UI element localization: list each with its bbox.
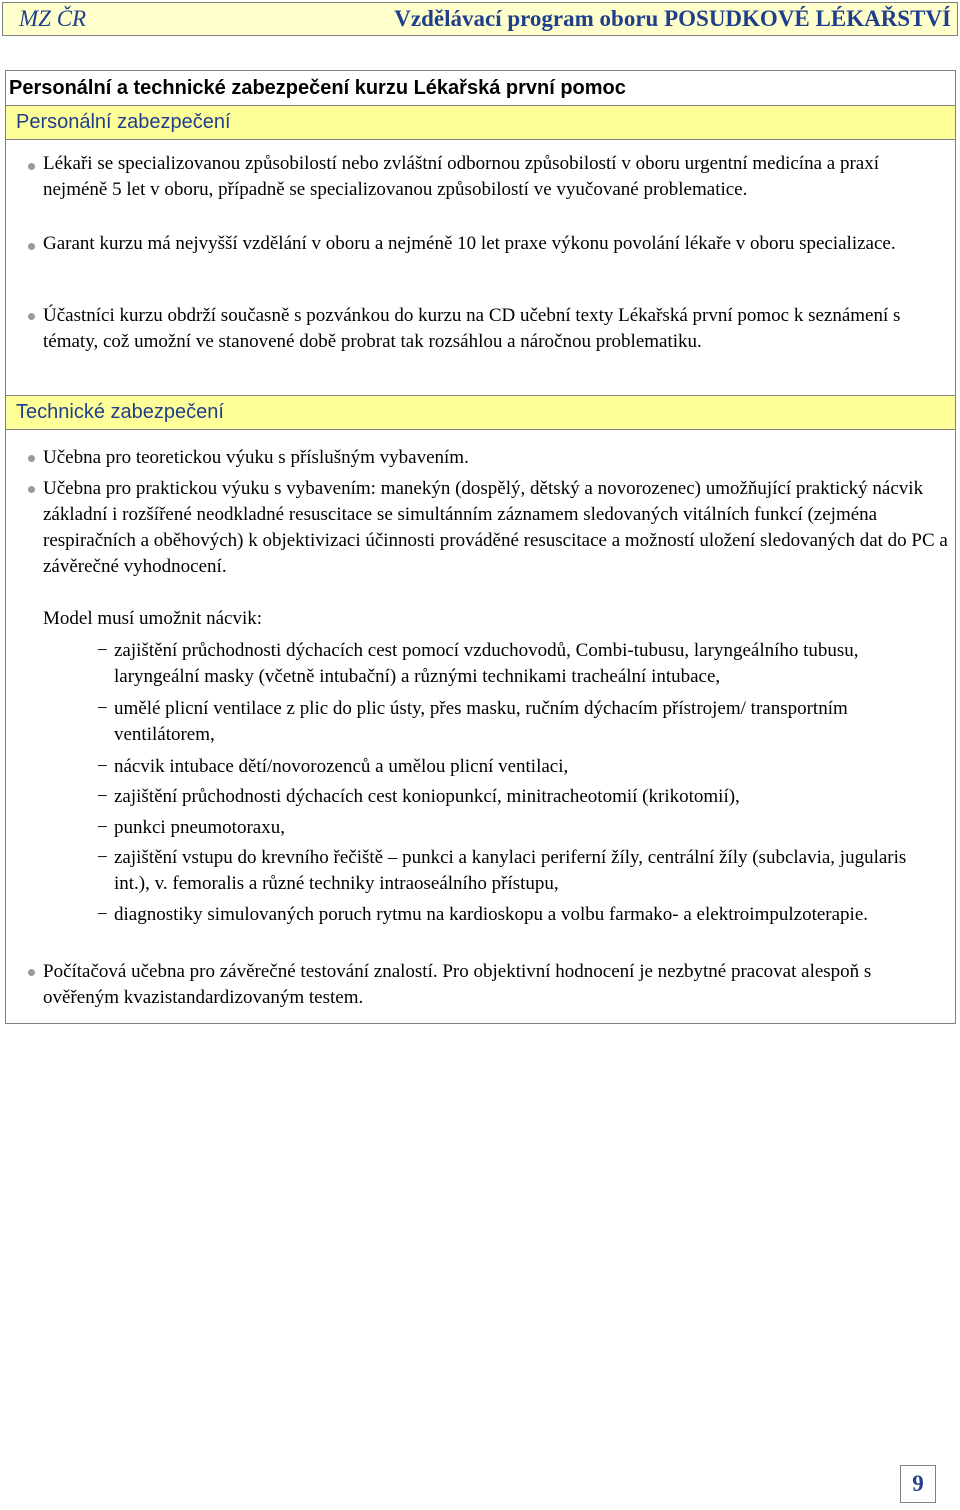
list-item: Garant kurzu má nejvyšší vzdělání v oboru a nejméně 10 let praxe výkonu povolání lékaře v oboru specializace. [43,233,896,254]
dash-icon: − [97,756,108,777]
sub-item: diagnostiky simulovaných poruch rytmu na kardioskopu a volbu farmako- a elektroimpulzoterapie. [114,904,868,925]
list-item: Lékaři se specializovanou způsobilostí nebo zvláštní odbornou způsobilostí v oboru urgentní medicína a praxí nejméně 5 let v oboru, případně se specializovanou způsobilostí ve vyučované problematice. [43,153,879,200]
bullet-icon [28,486,35,493]
section-title: Personální a technické zabezpečení kurzu Lékařská první pomoc [9,77,626,99]
bullet-icon [28,455,35,462]
list-item: Účastníci kurzu obdrží současně s pozvánkou do kurzu na CD učební texty Lékařská první pomoc k seznámení s tématy, což umožní ve stanovené době probrat tak rozsáhlou a náročnou problematiku. [43,305,901,352]
page-header [2,2,958,36]
dash-icon: − [97,640,108,661]
sub-item: zajištění vstupu do krevního řečiště – punkci a kanylaci periferní žíly, centrální žíly (subclavia, jugularis int.), v. femoralis a různé techniky intraoseálního přístupu, [114,847,907,894]
personal-heading: Personální zabezpečení [6,105,955,140]
list-item: Učebna pro teoretickou výuku s příslušným vybavením. [43,447,469,468]
header-left: MZ ČR [19,6,87,31]
header-title: Vzdělávací program oboru POSUDKOVÉ LÉKAŘSTVÍ [394,6,951,31]
dash-icon: − [97,817,108,838]
page-number: 9 [900,1465,936,1503]
bullet-icon [28,163,35,170]
dash-icon: − [97,786,108,807]
sub-item: punkci pneumotoraxu, [114,817,285,838]
bullet-icon [28,243,35,250]
model-intro: Model musí umožnit nácvik: [43,608,263,629]
bullet-icon [28,969,35,976]
bullet-icon [28,313,35,320]
dash-icon: − [97,904,108,925]
list-item: Učebna pro praktickou výuku s vybavením: manekýn (dospělý, dětský a novorozenec) umožňující praktický nácvik základní i rozšířené neodkladné resuscitace se simultánním záznamem sledovaných vitálních funkcí (zejména respiračních a oběhových) k objektivizaci účinnosti prováděné resuscitace a možností uložení sledovaných dat do PC a závěrečné vyhodnocení. [43,478,948,577]
technical-heading: Technické zabezpečení [6,395,955,430]
sub-item: umělé plicní ventilace z plic do plic ústy, přes masku, ručním dýchacím přístrojem/ transportním ventilátorem, [114,698,848,745]
dash-icon: − [97,698,108,719]
dash-icon: − [97,847,108,868]
sub-item: nácvik intubace dětí/novorozenců a umělou plicní ventilaci, [114,756,569,777]
content-box [5,70,956,1024]
list-item: Počítačová učebna pro závěrečné testování znalostí. Pro objektivní hodnocení je nezbytné pracovat alespoň s ověřeným kvazistandardizovaným testem. [43,961,872,1008]
sub-item: zajištění průchodnosti dýchacích cest pomocí vzduchovodů, Combi-tubusu, laryngeálního tubusu, laryngeální masky (včetně intubační) a různými technikami tracheální intubace, [114,640,859,687]
sub-item: zajištění průchodnosti dýchacích cest koniopunkcí, minitracheotomií (krikotomií), [114,786,740,807]
